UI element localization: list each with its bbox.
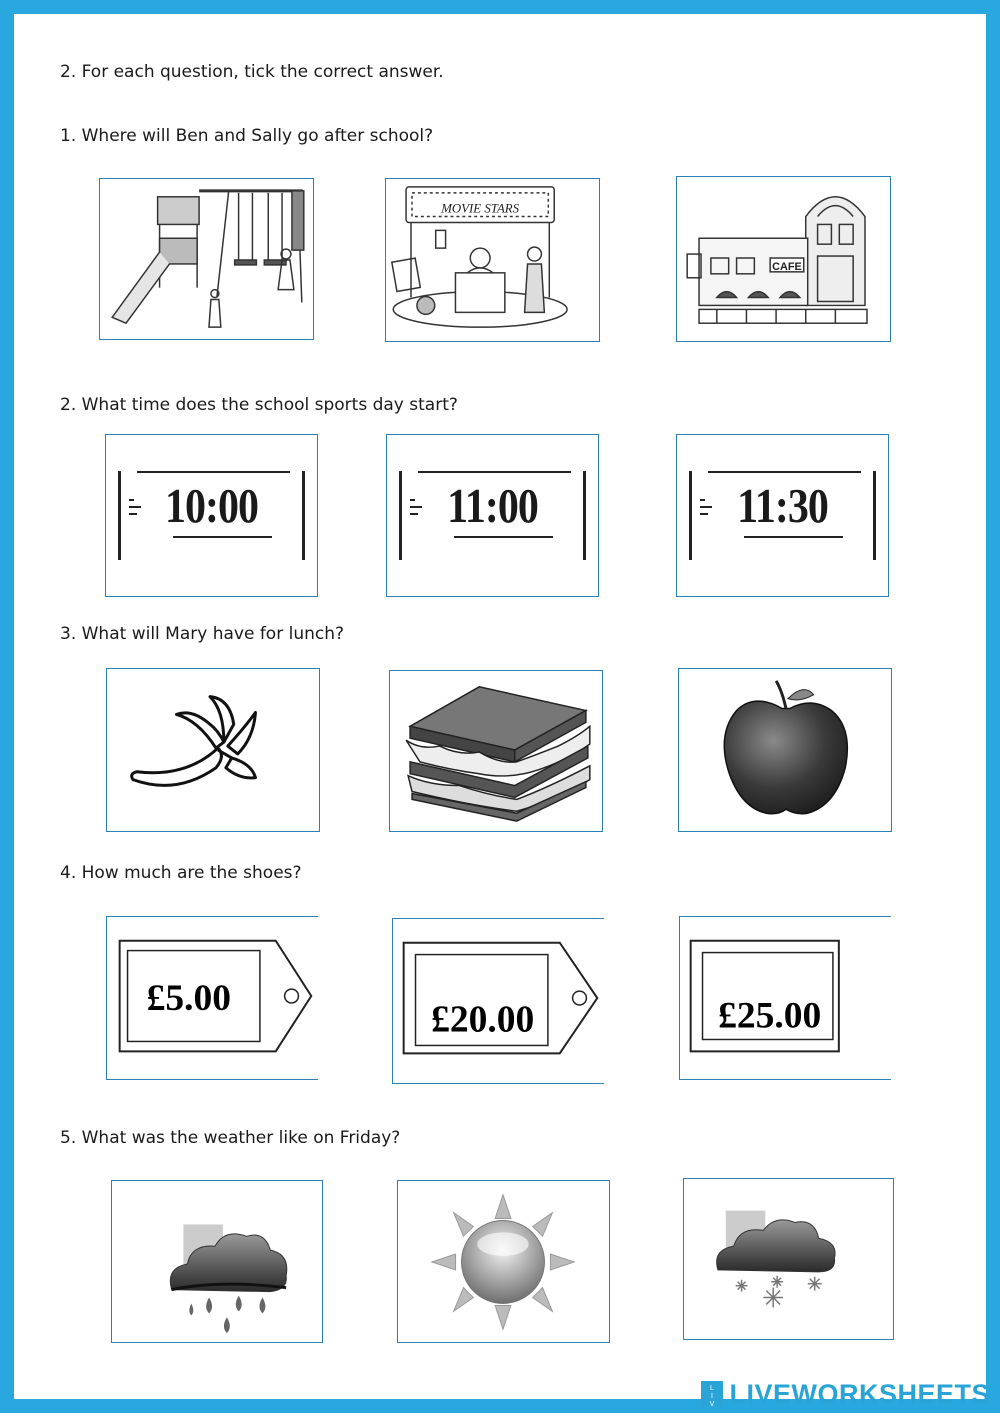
option-cinema[interactable] <box>385 178 600 342</box>
liveworksheets-branding <box>699 1377 990 1411</box>
price-text: £5.00 <box>146 977 232 1019</box>
svg-text:V: V <box>710 1401 715 1408</box>
option-price-25[interactable] <box>679 916 891 1080</box>
price-text: £25.00 <box>718 995 822 1037</box>
brand-text: LIVEWORKSHEETS <box>729 1378 990 1409</box>
option-time-10-00[interactable] <box>105 434 318 597</box>
clock-time: 10:00 <box>165 480 258 534</box>
option-rain[interactable] <box>111 1180 323 1343</box>
liveworksheets-logo-icon <box>699 1379 725 1409</box>
banana-icon <box>107 669 319 831</box>
question-3-prompt: 3. What will Mary have for lunch? <box>60 624 345 644</box>
question-5-prompt: 5. What was the weather like on Friday? <box>60 1128 401 1148</box>
cafe-icon <box>677 177 890 341</box>
rain-cloud-icon <box>112 1181 322 1342</box>
option-price-5[interactable] <box>106 916 318 1080</box>
option-sandwich[interactable] <box>389 670 603 832</box>
digital-clock-icon <box>689 471 876 560</box>
question-4-prompt: 4. How much are the shoes? <box>60 863 302 883</box>
price-text: £20.00 <box>431 999 535 1041</box>
snow-cloud-icon <box>684 1179 893 1339</box>
sun-icon <box>398 1181 609 1342</box>
price-tag-icon <box>107 917 318 1079</box>
option-price-20[interactable] <box>392 918 604 1084</box>
option-playground[interactable] <box>99 178 314 340</box>
option-banana[interactable] <box>106 668 320 832</box>
cafe-sign-text: CAFE <box>772 260 802 273</box>
playground-icon <box>100 179 313 339</box>
option-time-11-00[interactable] <box>386 434 599 597</box>
cinema-sign-text: MOVIE STARS <box>441 201 520 216</box>
question-2-prompt: 2. What time does the school sports day start? <box>60 395 458 415</box>
digital-clock-icon <box>399 471 586 560</box>
svg-text:I: I <box>711 1393 714 1400</box>
option-time-11-30[interactable] <box>676 434 889 597</box>
cinema-icon <box>386 179 599 341</box>
apple-icon <box>679 669 891 831</box>
instruction: 2. For each question, tick the correct answer. <box>60 62 444 82</box>
clock-time: 11:30 <box>737 480 828 534</box>
digital-clock-icon <box>118 471 305 560</box>
svg-text:L: L <box>710 1385 715 1392</box>
price-tag-icon <box>680 917 891 1079</box>
option-cafe[interactable] <box>676 176 891 342</box>
option-snow[interactable] <box>683 1178 894 1340</box>
option-sun[interactable] <box>397 1180 610 1343</box>
price-tag-icon <box>393 919 604 1083</box>
sandwich-icon <box>390 671 602 831</box>
option-apple[interactable] <box>678 668 892 832</box>
question-1-prompt: 1. Where will Ben and Sally go after school? <box>60 126 434 146</box>
clock-time: 11:00 <box>447 480 538 534</box>
